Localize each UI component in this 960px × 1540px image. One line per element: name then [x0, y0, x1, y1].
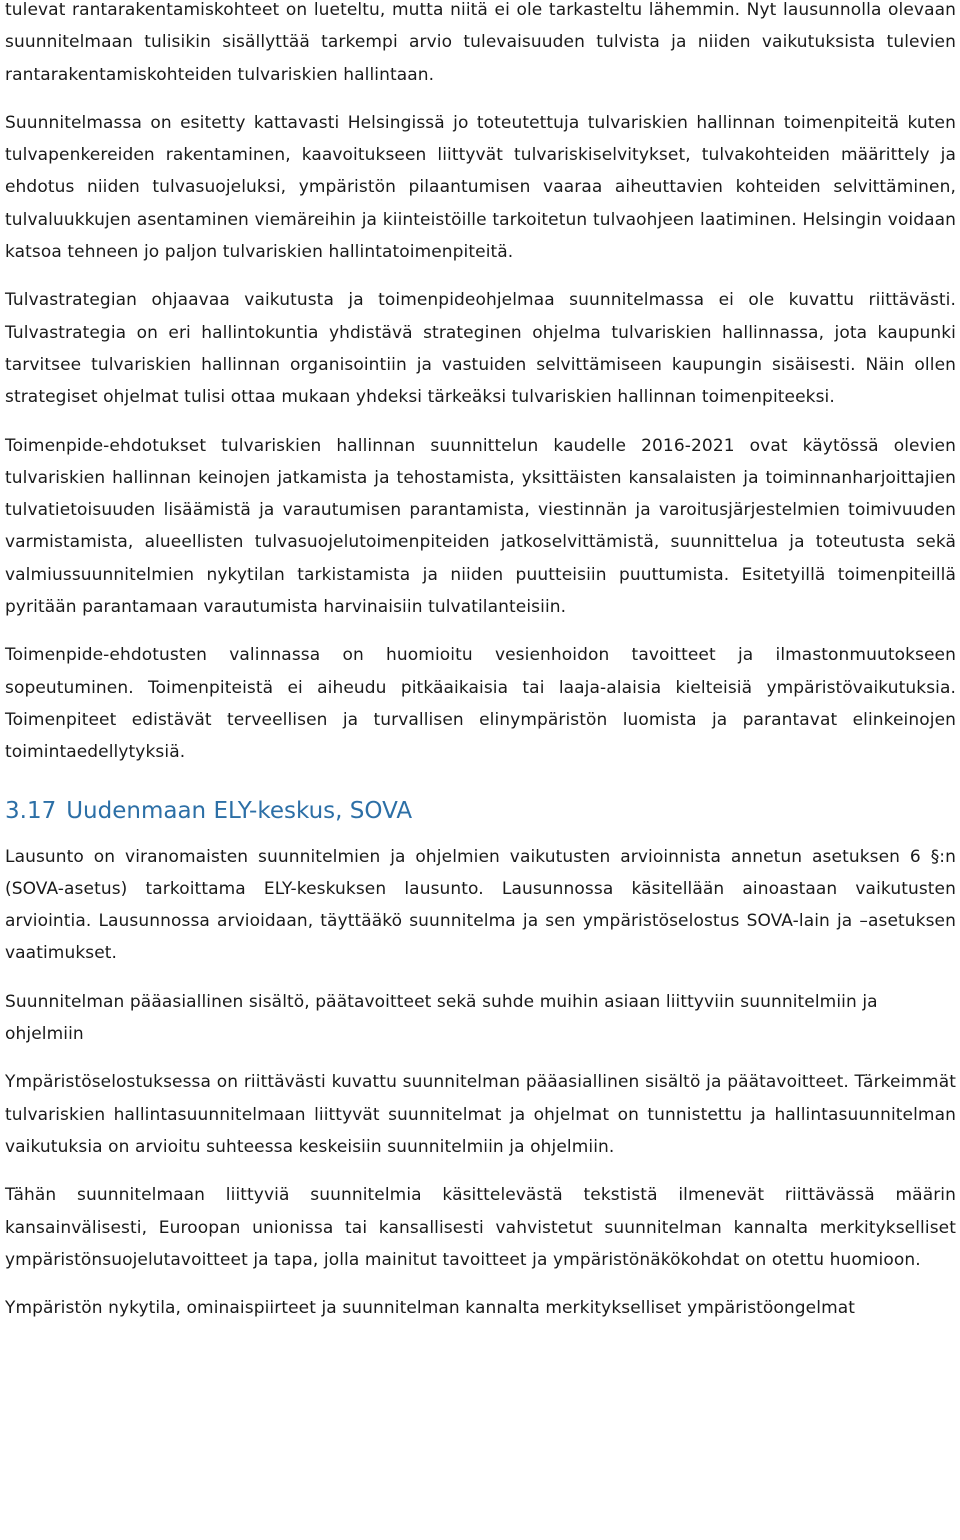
- section-title: Uudenmaan ELY-keskus, SOVA: [66, 797, 413, 824]
- paragraph: Toimenpide-ehdotukset tulvariskien hallinnan suunnittelun kaudelle 2016-2021 ovat käytössä olevien tulvariskien hallinnan keinojen jatkamista ja tehostamista, yksittäisten kansalaisten ja toiminnanharjoittajien tulvatietoisuuden lisäämistä ja varautumisen parantamista, viestinnän ja varoitusjärjestelmien toimivuuden varmistamista, alueellisten tulvasuojelutoimenpiteiden jatkoselvittämistä, suunnittelua ja toteutusta sekä valmiussuunnitelmien nykytilan tarkistamista ja niiden puutteisiin puuttumista. Esitetyillä toimenpiteillä pyritään parantamaan varautumista harvinaisiin tulvatilanteisiin.: [5, 435, 956, 618]
- paragraph: Toimenpide-ehdotusten valinnassa on huomioitu vesienhoidon tavoitteet ja ilmastonmuutokseen sopeutuminen. Toimenpiteistä ei aiheudu pitkäaikaisia tai laaja-alaisia kielteisiä ympäristövaikutuksia. Toimenpiteet edistävät terveellisen ja turvallisen elinympäristön luomista ja parantavat elinkeinojen toimintaedellytyksiä.: [5, 645, 956, 763]
- paragraph: Tulvastrategian ohjaavaa vaikutusta ja toimenpideohjelmaa suunnitelmassa ei ole kuvattu riittävästi. Tulvastrategia on eri hallintokuntia yhdistävä strateginen ohjelma tulvariskien hallinnassa, jota kaupunki tarvitsee tulvariskien hallinnan organisointiin ja vastuiden selvittämiseen kaupungin sisäisesti. Näin ollen strategiset ohjelmat tulisi ottaa mukaan yhdeksi tärkeäksi tulvariskien hallinnan toimenpiteeksi.: [5, 290, 956, 408]
- subheading-paragraph: Suunnitelman pääasiallinen sisältö, päätavoitteet sekä suhde muihin asiaan liittyviin suunnitelmiin ja ohjelmiin: [5, 991, 878, 1045]
- subheading-paragraph: Ympäristön nykytila, ominaispiirteet ja suunnitelman kannalta merkitykselliset ympäristöongelmat: [5, 1298, 856, 1319]
- document-page: [5, 0, 956, 1340]
- paragraph: Tähän suunnitelmaan liittyviä suunnitelmia käsittelevästä tekstistä ilmenevät riittävässä määrin kansainvälisesti, Euroopan unionissa tai kansallisesti vahvistetut suunnitelman kannalta merkitykselliset ympäristönsuojelutavoitteet ja tapa, jolla mainitut tavoitteet ja ympäristönäkökohdat on otettu huomioon.: [5, 1185, 956, 1270]
- paragraph: Suunnitelmassa on esitetty kattavasti Helsingissä jo toteutettuja tulvariskien hallinnan toimenpiteitä kuten tulvapenkereiden rakentaminen, kaavoitukseen liittyvät tulvariskiselvitykset, tulvakohteiden määrittely ja ehdotus niiden tulvasuojeluksi, ympäristön pilaantumisen vaaraa aiheuttavien kohteiden selvittäminen, tulvaluukkujen asentaminen viemäreihin ja kiinteistöille tarkoitetun tulvaohjeen laatiminen. Helsingin voidaan katsoa tehneen jo paljon tulvariskien hallintatoimenpiteitä.: [5, 112, 956, 263]
- paragraph: tulevat rantarakentamiskohteet on lueteltu, mutta niitä ei ole tarkasteltu lähemmin. Nyt lausunnolla olevaan suunnitelmaan tulisikin sisällyttää tarkempi arvio tulevaisuuden tulvista ja niiden vaikutuksista tulevien rantarakentamiskohteiden tulvariskien hallintaan.: [5, 0, 956, 85]
- paragraph: Lausunto on viranomaisten suunnitelmien ja ohjelmien vaikutusten arvioinnista annetun asetuksen 6 §:n (SOVA-asetus) tarkoittama ELY-keskuksen lausunto. Lausunnossa käsitellään ainoastaan vaikutusten arviointia. Lausunnossa arvioidaan, täyttääkö suunnitelma ja sen ympäristöselostus SOVA-lain ja –asetuksen vaatimukset.: [5, 846, 956, 964]
- paragraph: Ympäristöselostuksessa on riittävästi kuvattu suunnitelman pääasiallinen sisältö ja päätavoitteet. Tärkeimmät tulvariskien hallintasuunnitelmaan liittyvät suunnitelmat ja ohjelmat on tunnistettu ja hallintasuunnitelman vaikutuksia on arvioitu suhteessa keskeisiin suunnitelmiin ja ohjelmiin.: [5, 1072, 956, 1157]
- section-heading: [5, 795, 956, 827]
- section-number: 3.17: [5, 797, 57, 824]
